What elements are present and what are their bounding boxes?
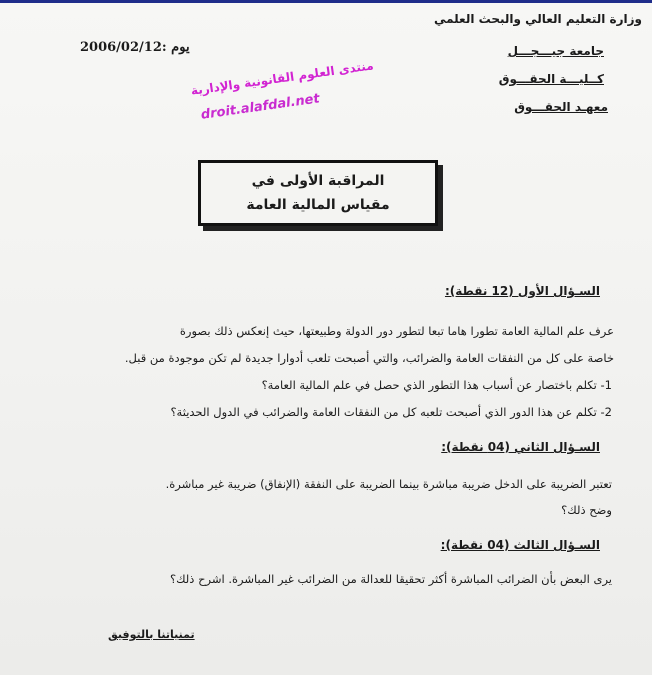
institute-name: معهـد الحقـــوق bbox=[514, 100, 608, 114]
question2-heading: السـؤال الثاني (04 نقطة): bbox=[441, 440, 600, 454]
exam-title-line2: مقياس المالية العامة bbox=[246, 197, 390, 213]
forum-watermark-site: droit.alafdal.net bbox=[200, 91, 321, 123]
question1-item2: 2- تكلم عن هذا الدور الذي أصبحت تلعبه كل من النفقات العامة والضرائب في الدول الحديثة؟ bbox=[170, 405, 612, 419]
question2-paragraph-line1: تعتبر الضريبة على الدخل ضريبة مباشرة بينما الضريبة على النفقة (الإنفاق) ضريبة غير مباشرة. bbox=[165, 477, 612, 491]
exam-date: يوم :2006/02/12 bbox=[80, 40, 190, 55]
top-border bbox=[0, 0, 652, 3]
question3-paragraph: يرى البعض بأن الضرائب المباشرة أكثر تحقيقا للعدالة من الضرائب غير المباشرة. اشرح ذلك؟ bbox=[170, 572, 612, 586]
question3-heading: السـؤال الثالث (04 نقطة): bbox=[440, 538, 600, 552]
closing-wishes: تمنياتنا بالتوفيق bbox=[108, 628, 195, 641]
question1-paragraph-line1: عرف علم المالية العامة تطورا هاما تبعا لتطور دور الدولة وطبيعتها، حيث إنعكس ذلك بصورة bbox=[179, 324, 614, 338]
forum-watermark-arabic: منتدى العلوم القانونية والإدارية bbox=[190, 58, 375, 98]
question1-item1: 1- تكلم باختصار عن أسباب هذا التطور الذي حصل في علم المالية العامة؟ bbox=[261, 378, 612, 392]
exam-title-line1: المراقبة الأولى في bbox=[251, 173, 385, 189]
question1-heading: السـؤال الأول (12 نقطة): bbox=[444, 284, 600, 298]
university-name: جامعة جيـــجـــل bbox=[507, 44, 604, 58]
question1-paragraph-line2: خاصة على كل من النفقات العامة والضرائب، والتي أصبحت تلعب أدوارا جديدة لم تكن موجودة من قبل. bbox=[124, 351, 614, 365]
faculty-name: كــليـــة الحقـــوق bbox=[498, 72, 604, 86]
exam-title-box bbox=[198, 160, 438, 226]
ministry-name: وزارة التعليم العالي والبحث العلمي bbox=[433, 12, 642, 26]
question2-paragraph-line2: وضح ذلك؟ bbox=[561, 503, 612, 517]
